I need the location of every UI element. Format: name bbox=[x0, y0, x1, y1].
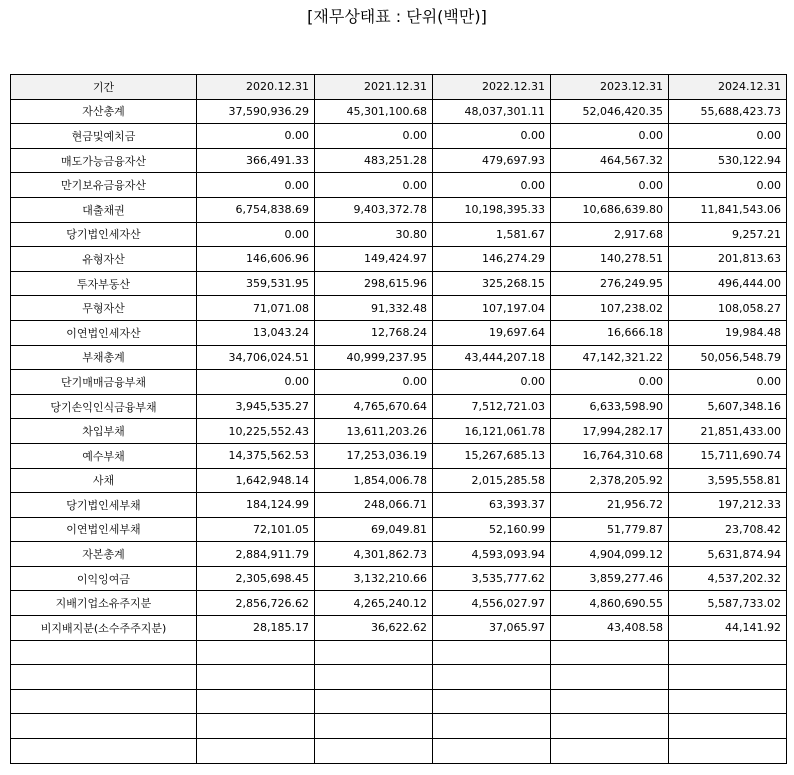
table-row bbox=[11, 296, 787, 321]
table-row bbox=[11, 222, 787, 247]
table-row bbox=[11, 124, 787, 149]
value-cell: 0.00 bbox=[315, 173, 433, 198]
value-cell: 19,697.64 bbox=[433, 320, 551, 345]
table-row bbox=[11, 468, 787, 493]
row-label bbox=[11, 665, 197, 690]
value-cell: 91,332.48 bbox=[315, 296, 433, 321]
value-cell: 3,945,535.27 bbox=[197, 394, 315, 419]
value-cell bbox=[669, 665, 787, 690]
table-row bbox=[11, 419, 787, 444]
year-header: 2023.12.31 bbox=[551, 75, 669, 100]
value-cell bbox=[197, 640, 315, 665]
value-cell: 10,198,395.33 bbox=[433, 197, 551, 222]
value-cell bbox=[551, 689, 669, 714]
value-cell: 3,535,777.62 bbox=[433, 566, 551, 591]
value-cell: 10,225,552.43 bbox=[197, 419, 315, 444]
value-cell: 36,622.62 bbox=[315, 616, 433, 641]
value-cell: 0.00 bbox=[669, 124, 787, 149]
value-cell: 55,688,423.73 bbox=[669, 99, 787, 124]
value-cell: 2,378,205.92 bbox=[551, 468, 669, 493]
table-row bbox=[11, 345, 787, 370]
value-cell: 3,595,558.81 bbox=[669, 468, 787, 493]
table-row bbox=[11, 173, 787, 198]
value-cell: 108,058.27 bbox=[669, 296, 787, 321]
table-row bbox=[11, 665, 787, 690]
row-label: 이익잉여금 bbox=[11, 566, 197, 591]
table-body bbox=[11, 99, 787, 763]
row-label: 단기매매금융부채 bbox=[11, 370, 197, 395]
row-label bbox=[11, 640, 197, 665]
value-cell bbox=[197, 665, 315, 690]
value-cell: 44,141.92 bbox=[669, 616, 787, 641]
row-label: 이연법인세자산 bbox=[11, 320, 197, 345]
value-cell: 51,779.87 bbox=[551, 517, 669, 542]
year-header: 2022.12.31 bbox=[433, 75, 551, 100]
value-cell bbox=[315, 689, 433, 714]
value-cell: 9,403,372.78 bbox=[315, 197, 433, 222]
value-cell: 63,393.37 bbox=[433, 493, 551, 518]
value-cell: 5,587,733.02 bbox=[669, 591, 787, 616]
row-label bbox=[11, 689, 197, 714]
value-cell: 366,491.33 bbox=[197, 148, 315, 173]
value-cell: 248,066.71 bbox=[315, 493, 433, 518]
value-cell: 4,904,099.12 bbox=[551, 542, 669, 567]
value-cell: 298,615.96 bbox=[315, 271, 433, 296]
table-row bbox=[11, 394, 787, 419]
value-cell: 479,697.93 bbox=[433, 148, 551, 173]
value-cell: 0.00 bbox=[551, 370, 669, 395]
value-cell bbox=[433, 665, 551, 690]
value-cell: 2,305,698.45 bbox=[197, 566, 315, 591]
value-cell: 17,994,282.17 bbox=[551, 419, 669, 444]
year-header: 2024.12.31 bbox=[669, 75, 787, 100]
value-cell bbox=[433, 739, 551, 764]
value-cell bbox=[197, 714, 315, 739]
value-cell: 34,706,024.51 bbox=[197, 345, 315, 370]
value-cell: 483,251.28 bbox=[315, 148, 433, 173]
row-label: 사채 bbox=[11, 468, 197, 493]
value-cell: 4,860,690.55 bbox=[551, 591, 669, 616]
row-label: 차입부채 bbox=[11, 419, 197, 444]
table-row bbox=[11, 640, 787, 665]
value-cell: 21,956.72 bbox=[551, 493, 669, 518]
value-cell: 107,197.04 bbox=[433, 296, 551, 321]
table-row bbox=[11, 542, 787, 567]
value-cell: 149,424.97 bbox=[315, 247, 433, 272]
value-cell bbox=[433, 640, 551, 665]
value-cell: 16,666.18 bbox=[551, 320, 669, 345]
value-cell: 43,444,207.18 bbox=[433, 345, 551, 370]
table-row bbox=[11, 616, 787, 641]
table-row bbox=[11, 197, 787, 222]
value-cell: 0.00 bbox=[433, 173, 551, 198]
value-cell bbox=[669, 714, 787, 739]
value-cell: 4,301,862.73 bbox=[315, 542, 433, 567]
balance-sheet-table bbox=[10, 74, 787, 764]
value-cell: 359,531.95 bbox=[197, 271, 315, 296]
value-cell: 30.80 bbox=[315, 222, 433, 247]
value-cell: 3,132,210.66 bbox=[315, 566, 433, 591]
value-cell bbox=[669, 640, 787, 665]
row-label: 지배기업소유주지분 bbox=[11, 591, 197, 616]
value-cell bbox=[551, 714, 669, 739]
value-cell: 10,686,639.80 bbox=[551, 197, 669, 222]
value-cell: 13,043.24 bbox=[197, 320, 315, 345]
value-cell: 52,160.99 bbox=[433, 517, 551, 542]
value-cell: 16,121,061.78 bbox=[433, 419, 551, 444]
value-cell: 276,249.95 bbox=[551, 271, 669, 296]
row-label: 당기법인세자산 bbox=[11, 222, 197, 247]
value-cell bbox=[197, 739, 315, 764]
value-cell: 530,122.94 bbox=[669, 148, 787, 173]
row-label: 매도가능금융자산 bbox=[11, 148, 197, 173]
table-row bbox=[11, 99, 787, 124]
value-cell: 37,590,936.29 bbox=[197, 99, 315, 124]
value-cell: 140,278.51 bbox=[551, 247, 669, 272]
value-cell: 15,711,690.74 bbox=[669, 443, 787, 468]
value-cell: 0.00 bbox=[197, 173, 315, 198]
value-cell: 16,764,310.68 bbox=[551, 443, 669, 468]
value-cell bbox=[669, 739, 787, 764]
value-cell bbox=[433, 714, 551, 739]
value-cell: 146,274.29 bbox=[433, 247, 551, 272]
value-cell: 5,607,348.16 bbox=[669, 394, 787, 419]
value-cell: 6,754,838.69 bbox=[197, 197, 315, 222]
row-label: 무형자산 bbox=[11, 296, 197, 321]
row-label: 자본총계 bbox=[11, 542, 197, 567]
value-cell: 48,037,301.11 bbox=[433, 99, 551, 124]
table-header-row bbox=[11, 75, 787, 100]
value-cell: 1,581.67 bbox=[433, 222, 551, 247]
row-label: 예수부채 bbox=[11, 443, 197, 468]
row-label: 대출채권 bbox=[11, 197, 197, 222]
value-cell: 15,267,685.13 bbox=[433, 443, 551, 468]
value-cell: 50,056,548.79 bbox=[669, 345, 787, 370]
value-cell: 0.00 bbox=[669, 370, 787, 395]
value-cell: 325,268.15 bbox=[433, 271, 551, 296]
value-cell: 0.00 bbox=[433, 124, 551, 149]
value-cell: 37,065.97 bbox=[433, 616, 551, 641]
year-header: 2020.12.31 bbox=[197, 75, 315, 100]
row-label: 유형자산 bbox=[11, 247, 197, 272]
value-cell: 0.00 bbox=[669, 173, 787, 198]
value-cell: 201,813.63 bbox=[669, 247, 787, 272]
value-cell: 7,512,721.03 bbox=[433, 394, 551, 419]
row-label bbox=[11, 714, 197, 739]
value-cell bbox=[315, 739, 433, 764]
table-row bbox=[11, 566, 787, 591]
value-cell bbox=[315, 665, 433, 690]
table-row bbox=[11, 714, 787, 739]
table-row bbox=[11, 247, 787, 272]
value-cell: 4,593,093.94 bbox=[433, 542, 551, 567]
value-cell: 0.00 bbox=[315, 124, 433, 149]
row-label: 당기법인세부채 bbox=[11, 493, 197, 518]
value-cell bbox=[551, 665, 669, 690]
row-label: 투자부동산 bbox=[11, 271, 197, 296]
value-cell: 2,917.68 bbox=[551, 222, 669, 247]
value-cell: 52,046,420.35 bbox=[551, 99, 669, 124]
value-cell: 12,768.24 bbox=[315, 320, 433, 345]
year-header: 2021.12.31 bbox=[315, 75, 433, 100]
row-label: 이연법인세부채 bbox=[11, 517, 197, 542]
table-row bbox=[11, 443, 787, 468]
value-cell: 0.00 bbox=[315, 370, 433, 395]
value-cell: 11,841,543.06 bbox=[669, 197, 787, 222]
value-cell: 0.00 bbox=[433, 370, 551, 395]
row-label bbox=[11, 739, 197, 764]
row-label: 부채총계 bbox=[11, 345, 197, 370]
value-cell: 17,253,036.19 bbox=[315, 443, 433, 468]
value-cell: 71,071.08 bbox=[197, 296, 315, 321]
value-cell: 6,633,598.90 bbox=[551, 394, 669, 419]
value-cell: 21,851,433.00 bbox=[669, 419, 787, 444]
value-cell: 19,984.48 bbox=[669, 320, 787, 345]
table-row bbox=[11, 320, 787, 345]
value-cell: 0.00 bbox=[197, 222, 315, 247]
value-cell bbox=[551, 739, 669, 764]
value-cell bbox=[551, 640, 669, 665]
value-cell: 9,257.21 bbox=[669, 222, 787, 247]
value-cell: 2,015,285.58 bbox=[433, 468, 551, 493]
value-cell: 197,212.33 bbox=[669, 493, 787, 518]
value-cell: 13,611,203.26 bbox=[315, 419, 433, 444]
value-cell: 45,301,100.68 bbox=[315, 99, 433, 124]
value-cell: 40,999,237.95 bbox=[315, 345, 433, 370]
value-cell: 184,124.99 bbox=[197, 493, 315, 518]
value-cell: 0.00 bbox=[197, 370, 315, 395]
value-cell: 3,859,277.46 bbox=[551, 566, 669, 591]
row-label: 현금및예치금 bbox=[11, 124, 197, 149]
table-row bbox=[11, 370, 787, 395]
value-cell: 2,856,726.62 bbox=[197, 591, 315, 616]
value-cell bbox=[315, 640, 433, 665]
value-cell: 4,537,202.32 bbox=[669, 566, 787, 591]
value-cell: 4,765,670.64 bbox=[315, 394, 433, 419]
period-header: 기간 bbox=[11, 75, 197, 100]
value-cell: 1,642,948.14 bbox=[197, 468, 315, 493]
table-row bbox=[11, 517, 787, 542]
value-cell: 28,185.17 bbox=[197, 616, 315, 641]
value-cell: 0.00 bbox=[551, 124, 669, 149]
value-cell: 14,375,562.53 bbox=[197, 443, 315, 468]
value-cell: 1,854,006.78 bbox=[315, 468, 433, 493]
value-cell bbox=[433, 689, 551, 714]
table-row bbox=[11, 739, 787, 764]
value-cell: 43,408.58 bbox=[551, 616, 669, 641]
value-cell: 496,444.00 bbox=[669, 271, 787, 296]
row-label: 자산총계 bbox=[11, 99, 197, 124]
row-label: 만기보유금융자산 bbox=[11, 173, 197, 198]
value-cell: 72,101.05 bbox=[197, 517, 315, 542]
value-cell: 69,049.81 bbox=[315, 517, 433, 542]
table-row bbox=[11, 148, 787, 173]
value-cell bbox=[669, 689, 787, 714]
value-cell: 146,606.96 bbox=[197, 247, 315, 272]
value-cell: 2,884,911.79 bbox=[197, 542, 315, 567]
table-row bbox=[11, 591, 787, 616]
table-row bbox=[11, 689, 787, 714]
value-cell: 23,708.42 bbox=[669, 517, 787, 542]
value-cell: 5,631,874.94 bbox=[669, 542, 787, 567]
value-cell: 0.00 bbox=[551, 173, 669, 198]
row-label: 비지배지분(소수주주지분) bbox=[11, 616, 197, 641]
value-cell: 464,567.32 bbox=[551, 148, 669, 173]
value-cell: 107,238.02 bbox=[551, 296, 669, 321]
row-label: 당기손익인식금융부채 bbox=[11, 394, 197, 419]
value-cell bbox=[315, 714, 433, 739]
value-cell: 47,142,321.22 bbox=[551, 345, 669, 370]
table-row bbox=[11, 493, 787, 518]
value-cell: 4,556,027.97 bbox=[433, 591, 551, 616]
value-cell: 4,265,240.12 bbox=[315, 591, 433, 616]
table-row bbox=[11, 271, 787, 296]
page-title: [재무상태표 : 단위(백만)] bbox=[307, 7, 487, 26]
value-cell: 0.00 bbox=[197, 124, 315, 149]
value-cell bbox=[197, 689, 315, 714]
